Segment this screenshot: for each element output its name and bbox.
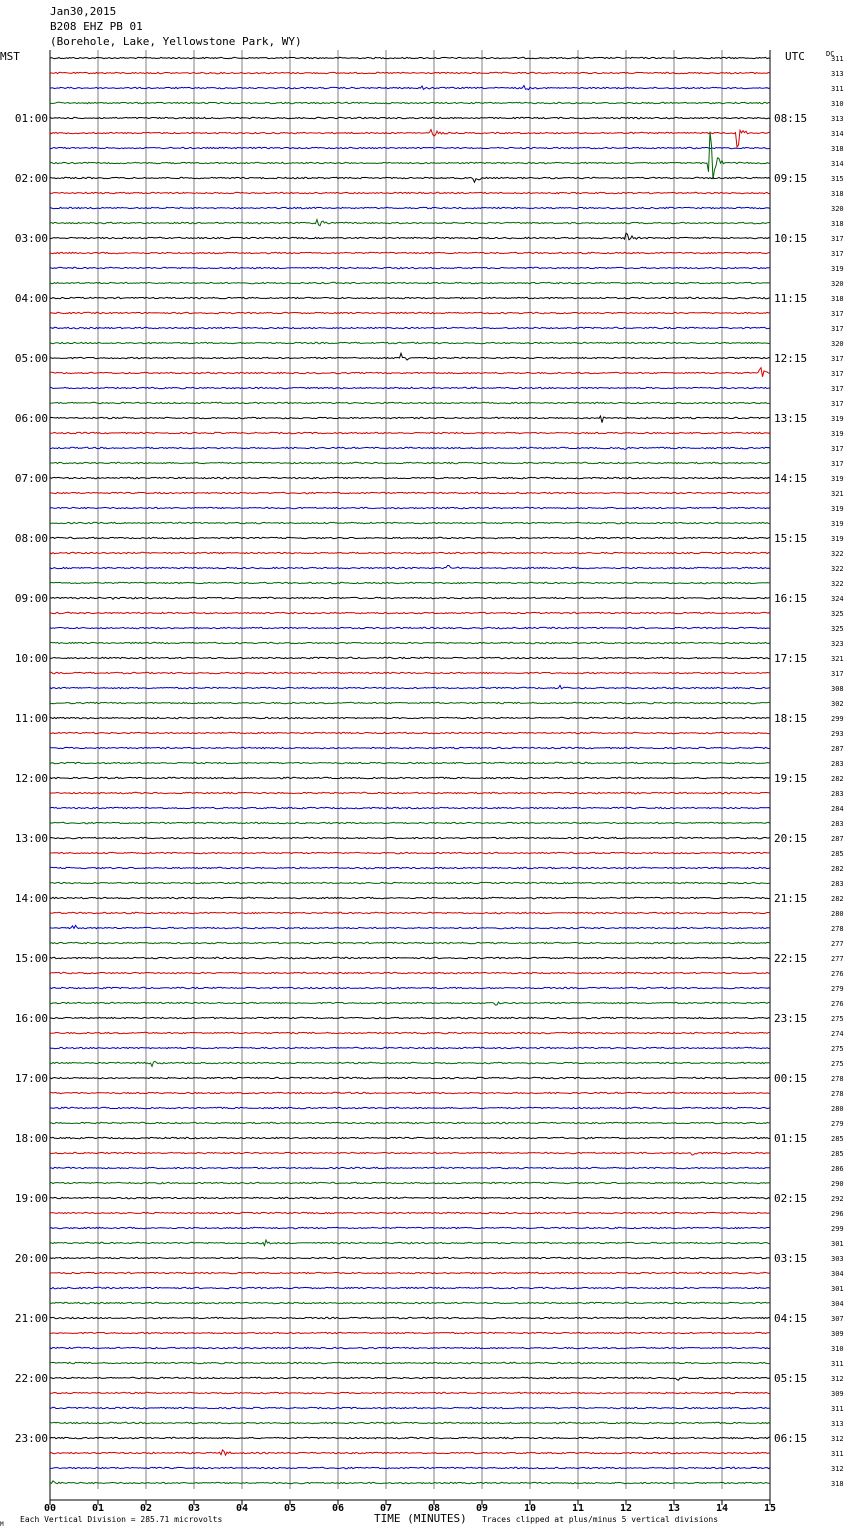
dc-offset-labels [831, 55, 844, 1488]
dc-offset-label: 299 [831, 1225, 844, 1233]
trace-row-66 [50, 1047, 770, 1048]
mst-hour-label: 16:00 [14, 1012, 48, 1025]
utc-hour-label: 19:15 [774, 772, 808, 785]
trace-row-88 [50, 1377, 770, 1380]
dc-offset-label: 319 [831, 415, 844, 423]
dc-offset-label: 323 [831, 640, 844, 648]
utc-hour-label: 13:15 [774, 412, 808, 425]
dc-offset-label: 319 [831, 475, 844, 483]
dc-offset-label: 308 [831, 685, 844, 693]
dc-offset-label: 311 [831, 1405, 844, 1413]
trace-row-93 [50, 1450, 770, 1455]
dc-offset-label: 304 [831, 1300, 844, 1308]
trace-row-91 [50, 1422, 770, 1423]
trace-row-33 [50, 552, 770, 553]
trace-row-40 [50, 657, 770, 658]
x-tick-label: 15 [763, 1503, 777, 1514]
trace-row-95 [50, 1481, 770, 1484]
trace-row-22 [50, 387, 770, 388]
trace-row-32 [50, 537, 770, 538]
trace-row-58 [50, 925, 770, 928]
trace-row-47 [50, 762, 770, 763]
trace-row-17 [50, 312, 770, 313]
dc-offset-label: 322 [831, 550, 844, 558]
utc-hour-label: 11:15 [774, 292, 808, 305]
trace-row-12 [50, 233, 770, 240]
dc-offset-label: 311 [831, 85, 844, 93]
mst-hour-label: 18:00 [14, 1132, 48, 1145]
mst-hour-label: 07:00 [14, 472, 48, 485]
trace-row-75 [50, 1182, 770, 1183]
dc-offset-label: 312 [831, 1435, 844, 1443]
header-date: Jan30,2015 [50, 5, 117, 18]
dc-offset-label: 317 [831, 460, 844, 468]
x-tick-label: 05 [283, 1503, 297, 1514]
dc-offset-label: 277 [831, 940, 844, 948]
trace-row-86 [50, 1347, 770, 1348]
utc-hour-label: 00:15 [774, 1072, 808, 1085]
trace-row-67 [50, 1061, 770, 1066]
dc-offset-label: 317 [831, 385, 844, 393]
dc-offset-label: 317 [831, 670, 844, 678]
trace-row-25 [50, 432, 770, 433]
dc-offset-label: 324 [831, 595, 844, 603]
mst-hour-label: 20:00 [14, 1252, 48, 1265]
trace-row-35 [50, 582, 770, 583]
trace-row-57 [50, 912, 770, 913]
dc-offset-label: 313 [831, 115, 844, 123]
dc-offset-label: 274 [831, 1030, 844, 1038]
trace-row-63 [50, 1002, 770, 1005]
trace-row-18 [50, 327, 770, 328]
trace-row-43 [50, 702, 770, 703]
dc-offset-label: 275 [831, 1060, 844, 1068]
mst-hour-label: 17:00 [14, 1072, 48, 1085]
mst-label: MST [0, 50, 20, 63]
mst-hour-label: 12:00 [14, 772, 48, 785]
mst-hour-label: 21:00 [14, 1312, 48, 1325]
header-location: (Borehole, Lake, Yellowstone Park, WY) [50, 35, 302, 48]
dc-offset-label: 320 [831, 280, 844, 288]
trace-row-87 [50, 1362, 770, 1363]
utc-hour-label: 01:15 [774, 1132, 808, 1145]
x-tick-label: 00 [43, 1503, 57, 1514]
dc-offset-label: 304 [831, 1270, 844, 1278]
trace-row-79 [50, 1240, 770, 1246]
trace-row-14 [50, 267, 770, 268]
mst-hour-label: 14:00 [14, 892, 48, 905]
dc-offset-label: 283 [831, 820, 844, 828]
dc-offset-label: 318 [831, 295, 844, 303]
trace-row-27 [50, 462, 770, 463]
trace-row-26 [50, 447, 770, 449]
trace-row-4 [50, 117, 770, 118]
trace-row-81 [50, 1272, 770, 1273]
utc-hour-label: 21:15 [774, 892, 808, 905]
dc-offset-label: 310 [831, 1345, 844, 1353]
dc-offset-label: 315 [831, 175, 844, 183]
trace-row-85 [50, 1332, 770, 1333]
trace-row-62 [50, 987, 770, 988]
trace-row-83 [50, 1302, 770, 1303]
dc-offset-label: 275 [831, 1045, 844, 1053]
dc-offset-label: 284 [831, 805, 844, 813]
dc-offset-label: 287 [831, 745, 844, 753]
dc-offset-label: 301 [831, 1285, 844, 1293]
dc-offset-label: 318 [831, 190, 844, 198]
dc-offset-label: 325 [831, 625, 844, 633]
utc-hour-label: 22:15 [774, 952, 808, 965]
trace-row-5 [50, 130, 770, 147]
dc-offset-label: 293 [831, 730, 844, 738]
trace-row-64 [50, 1017, 770, 1018]
mst-hour-label: 05:00 [14, 352, 48, 365]
trace-row-77 [50, 1212, 770, 1213]
dc-offset-label: 309 [831, 1330, 844, 1338]
dc-offset-label: 280 [831, 910, 844, 918]
trace-row-54 [50, 867, 770, 868]
x-tick-label: 08 [427, 1503, 441, 1514]
trace-row-11 [50, 220, 770, 226]
dc-offset-label: 278 [831, 1075, 844, 1083]
dc-offset-label: 317 [831, 250, 844, 258]
trace-row-39 [50, 642, 770, 643]
dc-offset-label: 303 [831, 1255, 844, 1263]
trace-row-29 [50, 492, 770, 493]
clip-note: Traces clipped at plus/minus 5 vertical divisions [482, 1515, 719, 1524]
utc-hour-label: 15:15 [774, 532, 808, 545]
dc-offset-label: 313 [831, 1420, 844, 1428]
dc-offset-label: 309 [831, 1390, 844, 1398]
dc-offset-label: 318 [831, 145, 844, 153]
trace-row-72 [50, 1137, 770, 1138]
trace-row-53 [50, 852, 770, 853]
dc-offset-label: 314 [831, 130, 844, 138]
trace-row-7 [50, 132, 770, 180]
mst-hour-label: 08:00 [14, 532, 48, 545]
mst-hour-label: 13:00 [14, 832, 48, 845]
x-tick-label: 01 [91, 1503, 105, 1514]
trace-row-48 [50, 777, 770, 778]
trace-row-89 [50, 1392, 770, 1393]
trace-row-16 [50, 297, 770, 298]
dc-offset-label: 282 [831, 895, 844, 903]
dc-offset-label: 314 [831, 160, 844, 168]
trace-row-78 [50, 1227, 770, 1228]
dc-offset-label: 313 [831, 70, 844, 78]
dc-offset-label: 311 [831, 55, 844, 63]
utc-hour-label: 10:15 [774, 232, 808, 245]
dc-offset-label: 282 [831, 775, 844, 783]
trace-row-71 [50, 1122, 770, 1123]
trace-row-60 [50, 957, 770, 958]
x-tick-label: 14 [715, 1503, 729, 1514]
dc-offset-label: 296 [831, 1210, 844, 1218]
utc-hour-label: 17:15 [774, 652, 808, 665]
dc-offset-label: 279 [831, 985, 844, 993]
dc-offset-label: 321 [831, 490, 844, 498]
dc-offset-label: 312 [831, 1465, 844, 1473]
x-tick-label: 07 [379, 1503, 393, 1514]
trace-row-68 [50, 1077, 770, 1078]
trace-row-3 [50, 102, 770, 103]
utc-hour-label: 23:15 [774, 1012, 808, 1025]
trace-row-2 [50, 86, 770, 90]
utc-hour-labels [774, 112, 807, 1445]
dc-offset-label: 285 [831, 1135, 844, 1143]
utc-hour-label: 20:15 [774, 832, 808, 845]
dc-offset-label: 286 [831, 1165, 844, 1173]
x-tick-label: 09 [475, 1503, 489, 1514]
trace-row-34 [50, 566, 770, 569]
x-tick-label: 10 [523, 1503, 537, 1514]
dc-offset-label: 312 [831, 1375, 844, 1383]
dc-offset-label: 322 [831, 580, 844, 588]
dc-offset-label: 275 [831, 1015, 844, 1023]
utc-hour-label: 09:15 [774, 172, 808, 185]
trace-row-52 [50, 837, 770, 838]
mst-hour-label: 23:00 [14, 1432, 48, 1445]
utc-label: UTC [785, 50, 805, 63]
trace-row-31 [50, 522, 770, 523]
trace-row-50 [50, 807, 770, 808]
trace-row-24 [50, 416, 770, 423]
dc-offset-label: 318 [831, 1480, 844, 1488]
dc-offset-label: 319 [831, 520, 844, 528]
trace-row-70 [50, 1107, 770, 1108]
dc-offset-label: 317 [831, 370, 844, 378]
dc-offset-label: 276 [831, 970, 844, 978]
dc-offset-label: 276 [831, 1000, 844, 1008]
mst-hour-label: 01:00 [14, 112, 48, 125]
utc-hour-label: 03:15 [774, 1252, 808, 1265]
trace-row-0 [50, 57, 770, 58]
dc-offset-label: 310 [831, 100, 844, 108]
dc-offset-label: 319 [831, 535, 844, 543]
x-tick-label: 03 [187, 1503, 201, 1514]
dc-offset-label: 317 [831, 355, 844, 363]
dc-offset-label: 311 [831, 1360, 844, 1368]
trace-row-56 [50, 897, 770, 898]
utc-hour-label: 12:15 [774, 352, 808, 365]
mst-hour-label: 03:00 [14, 232, 48, 245]
utc-hour-label: 06:15 [774, 1432, 808, 1445]
trace-row-74 [50, 1167, 770, 1168]
dc-offset-label: 321 [831, 655, 844, 663]
utc-hour-label: 18:15 [774, 712, 808, 725]
trace-row-59 [50, 942, 770, 943]
trace-row-84 [50, 1317, 770, 1318]
dc-offset-label: 317 [831, 310, 844, 318]
trace-row-1 [50, 72, 770, 73]
dc-offset-label: 292 [831, 1195, 844, 1203]
trace-row-82 [50, 1287, 770, 1288]
mst-hour-label: 04:00 [14, 292, 48, 305]
dc-offset-label: 301 [831, 1240, 844, 1248]
dc-offset-label: 278 [831, 925, 844, 933]
dc-offset-label: 285 [831, 850, 844, 858]
dc-offset-label: 283 [831, 760, 844, 768]
trace-row-69 [50, 1092, 770, 1093]
trace-row-21 [50, 368, 770, 377]
dc-offset-label: 325 [831, 610, 844, 618]
x-tick-label: 13 [667, 1503, 681, 1514]
trace-row-45 [50, 732, 770, 733]
dc-label: DC [826, 50, 835, 58]
dc-offset-label: 322 [831, 565, 844, 573]
utc-hour-label: 04:15 [774, 1312, 808, 1325]
trace-row-8 [50, 177, 770, 182]
trace-row-55 [50, 882, 770, 883]
trace-row-38 [50, 627, 770, 628]
trace-row-73 [50, 1152, 770, 1155]
corner-mark: M [0, 1521, 4, 1528]
utc-hour-label: 16:15 [774, 592, 808, 605]
trace-row-30 [50, 507, 770, 508]
trace-row-65 [50, 1032, 770, 1033]
trace-row-6 [50, 147, 770, 148]
trace-row-41 [50, 672, 770, 673]
dc-offset-label: 279 [831, 1120, 844, 1128]
trace-row-28 [50, 477, 770, 478]
mst-hour-labels [15, 112, 48, 1445]
dc-offset-label: 319 [831, 505, 844, 513]
trace-row-37 [50, 612, 770, 613]
x-tick-label: 02 [139, 1503, 153, 1514]
dc-offset-label: 287 [831, 835, 844, 843]
dc-offset-label: 320 [831, 205, 844, 213]
trace-row-42 [50, 685, 770, 688]
time-gridlines [50, 50, 770, 1500]
mst-hour-label: 06:00 [14, 412, 48, 425]
mst-hour-label: 11:00 [14, 712, 48, 725]
trace-row-19 [50, 342, 770, 343]
x-tick-label: 12 [619, 1503, 633, 1514]
trace-row-15 [50, 282, 770, 283]
trace-row-51 [50, 822, 770, 823]
dc-offset-label: 285 [831, 1150, 844, 1158]
utc-hour-label: 05:15 [774, 1372, 808, 1385]
trace-row-20 [50, 353, 770, 360]
mst-hour-label: 10:00 [14, 652, 48, 665]
dc-offset-label: 283 [831, 790, 844, 798]
trace-row-44 [50, 717, 770, 718]
dc-offset-label: 307 [831, 1315, 844, 1323]
mst-hour-label: 02:00 [14, 172, 48, 185]
dc-offset-label: 319 [831, 430, 844, 438]
trace-row-80 [50, 1257, 770, 1258]
dc-offset-label: 311 [831, 1450, 844, 1458]
mst-hour-label: 22:00 [14, 1372, 48, 1385]
mst-hour-label: 19:00 [14, 1192, 48, 1205]
dc-offset-label: 317 [831, 235, 844, 243]
trace-row-61 [50, 972, 770, 973]
dc-offset-label: 318 [831, 220, 844, 228]
trace-row-92 [50, 1437, 770, 1438]
utc-hour-label: 14:15 [774, 472, 808, 485]
mst-hour-label: 15:00 [14, 952, 48, 965]
dc-offset-label: 283 [831, 880, 844, 888]
x-tick-label: 11 [571, 1503, 585, 1514]
trace-row-90 [50, 1407, 770, 1408]
utc-hour-label: 02:15 [774, 1192, 808, 1205]
dc-offset-label: 277 [831, 955, 844, 963]
dc-offset-label: 278 [831, 1090, 844, 1098]
dc-offset-label: 290 [831, 1180, 844, 1188]
dc-offset-label: 280 [831, 1105, 844, 1113]
trace-row-76 [50, 1197, 770, 1198]
trace-row-49 [50, 792, 770, 793]
trace-row-36 [50, 597, 770, 599]
dc-offset-label: 319 [831, 265, 844, 273]
dc-offset-label: 302 [831, 700, 844, 708]
dc-offset-label: 317 [831, 325, 844, 333]
dc-offset-label: 299 [831, 715, 844, 723]
trace-row-9 [50, 192, 770, 193]
dc-offset-label: 317 [831, 400, 844, 408]
scale-note: Each Vertical Division = 285.71 microvolts [20, 1515, 223, 1524]
trace-row-94 [50, 1467, 770, 1469]
dc-offset-label: 282 [831, 865, 844, 873]
utc-hour-label: 08:15 [774, 112, 808, 125]
mst-hour-label: 09:00 [14, 592, 48, 605]
header-station: B208 EHZ PB 01 [50, 20, 143, 33]
trace-row-13 [50, 252, 770, 253]
x-axis-title: TIME (MINUTES) [374, 1512, 467, 1525]
trace-row-10 [50, 207, 770, 208]
x-tick-label: 04 [235, 1503, 249, 1514]
dc-offset-label: 317 [831, 445, 844, 453]
seismic-traces [50, 57, 770, 1483]
trace-row-46 [50, 747, 770, 748]
trace-row-23 [50, 402, 770, 403]
x-tick-label: 06 [331, 1503, 345, 1514]
dc-offset-label: 320 [831, 340, 844, 348]
